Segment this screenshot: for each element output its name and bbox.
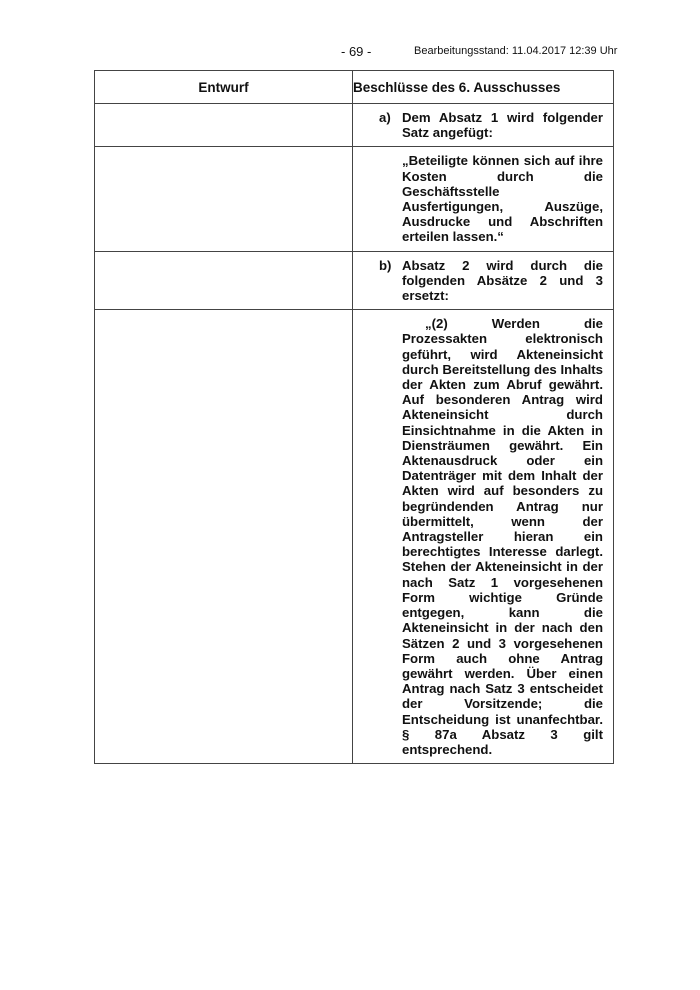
synopsis-table (94, 70, 614, 764)
draft-cell (95, 251, 353, 310)
page-number: - 69 - (341, 44, 372, 59)
item-text-a: Dem Absatz 1 wird folgender Satz angefügt: (402, 110, 603, 141)
decision-cell (353, 147, 614, 251)
table-row (95, 147, 614, 251)
draft-cell (95, 104, 353, 147)
quote-text-1: „Beteiligte können sich auf ihre Kosten durch die Geschäftsstelle Ausfertigungen, Auszüge, Ausdrucke und Abschriften erteilen lassen.“ (402, 153, 603, 245)
col-header-beschluesse: Beschlüsse des 6. Ausschusses (353, 71, 614, 104)
decision-cell (353, 310, 614, 764)
table-row (95, 104, 614, 147)
decision-cell (353, 104, 614, 147)
edit-status: Bearbeitungsstand: 11.04.2017 12:39 Uhr (414, 45, 618, 57)
draft-cell (95, 310, 353, 764)
item-text-b: Absatz 2 wird durch die folgenden Absätze 2 und 3 ersetzt: (402, 257, 603, 304)
table-header-row (95, 71, 614, 104)
draft-cell (95, 147, 353, 251)
decision-cell (353, 251, 614, 310)
item-label-b: b) (379, 257, 392, 273)
col-header-entwurf: Entwurf (95, 71, 353, 104)
quote-text-2-body: „(2) Werden die Prozessakten elektronisch geführt, wird Akteneinsicht durch Bereitstellung des Inhalts der Akten zum Abruf gewährt. Auf besonderen Antrag wird Akteneinsicht durch Einsichtnahme in die Akten in Diensträumen gewährt. Ein Aktenausdruck oder ein Datenträger mit dem Inhalt der Akten wird auf besonders zu begründenden Antrag nur übermittelt, wenn der Antragsteller hieran ein berechtigtes Interesse darlegt. Stehen der Akteneinsicht in der nach Satz 1 vorgesehenen Form wichtige Gründe entgegen, kann die Akteneinsicht in der nach den Sätzen 2 und 3 vorgesehenen Form auch ohne Antrag gewährt werden. Über einen Antrag nach Satz 3 entscheidet der Vorsitzende; die Entscheidung ist unanfechtbar. § 87a Absatz 3 gilt entsprechend. (402, 316, 603, 757)
table-row (95, 310, 614, 764)
quote-text-2 (353, 310, 613, 763)
table-row (95, 251, 614, 310)
item-label-a: a) (379, 110, 391, 125)
